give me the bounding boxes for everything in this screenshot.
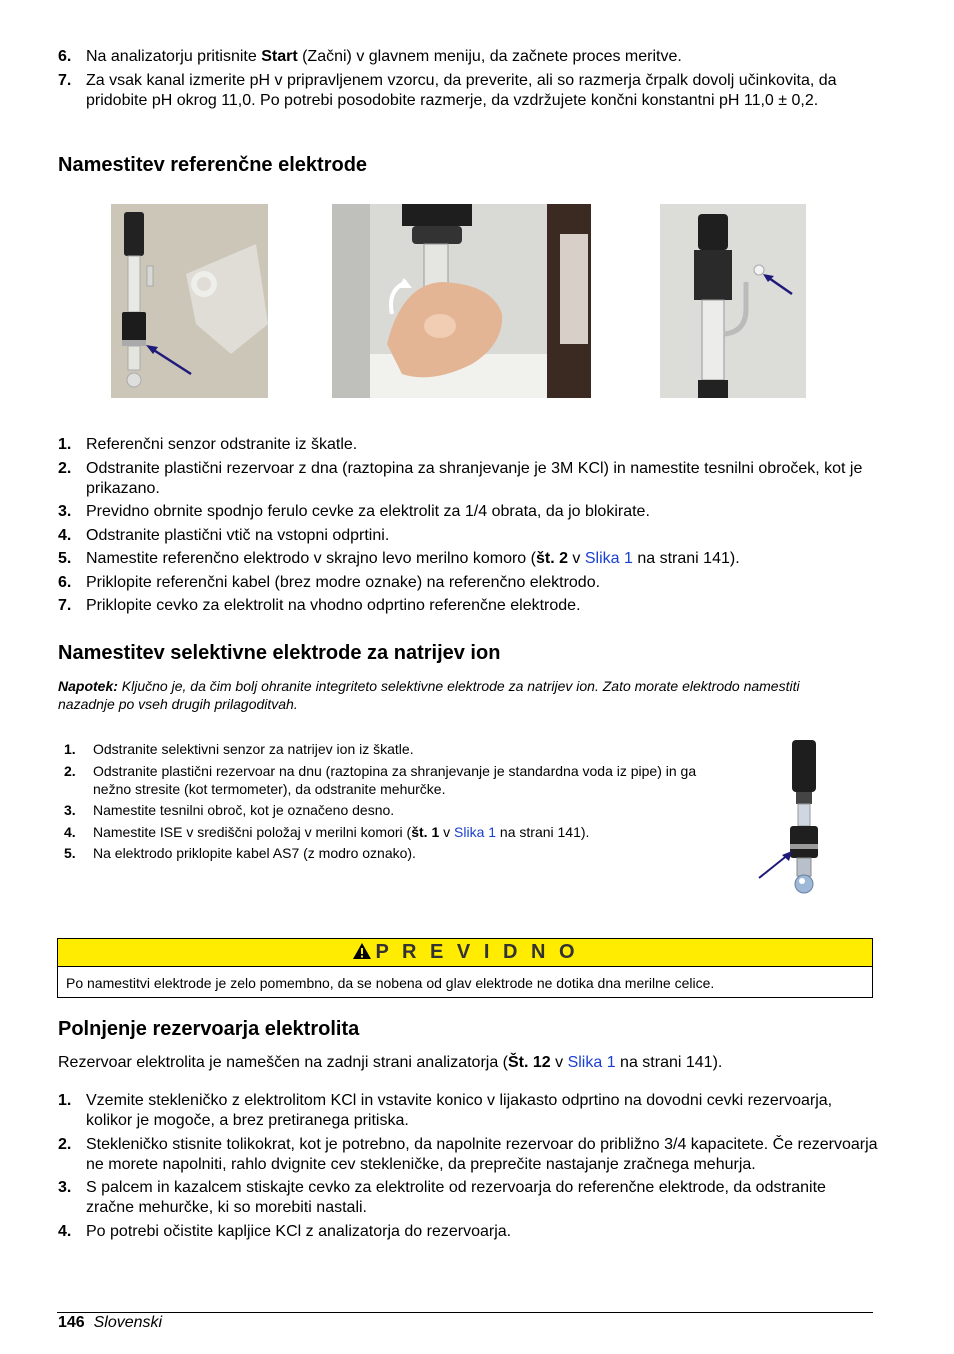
list-item: 2. Odstranite plastični rezervoar z dna (raztopina za shranjevanje je 3M KCl) in namestite tesnilni obroček, kot je prikazano. (58, 459, 863, 497)
photo-plug-removal (660, 204, 806, 398)
figure-link[interactable]: Slika 1 (454, 823, 497, 840)
figure-link[interactable]: Slika 1 (567, 1054, 616, 1071)
list-item: 3. Namestite tesnilni obroč, kot je označeno desno. (64, 802, 395, 818)
footer-divider (57, 1312, 873, 1313)
footer-language: Slovenski (93, 1314, 163, 1331)
caution-text: Po namestitvi elektrode je zelo pomembno, da se nobena od glav elektrode ne dotika dna merilne celice. (66, 975, 715, 991)
list-item: 4. Po potrebi očistite kapljice KCl z analizatorja do rezervoarja. (58, 1222, 512, 1240)
list-item: 3. Previdno obrnite spodnjo ferulo cevke za elektrolit za 1/4 obrata, da jo blokirate. (58, 503, 650, 520)
list-item: 2. Odstranite plastični rezervoar na dnu (raztopina za shranjevanje je standardna voda iz pipe) in ga nežno stresite (kot termometer), da odstranite mehurčke. (64, 762, 697, 797)
sodium-electrode-steps (58, 740, 708, 866)
list-item: 5. Na elektrodo priklopite kabel AS7 (z modro oznako). (64, 845, 416, 861)
footer (58, 1313, 162, 1333)
section-title-sodium-electrode: Namestitev selektivne elektrode za natrijev ion (58, 642, 501, 664)
list-item: 4. Odstranite plastični vtič na vstopni odprtini. (58, 526, 390, 544)
list-item: 7. Za vsak kanal izmerite pH v pripravljenem vzorcu, da preverite, ali so razmerja črpalk dovolj učinkovita, da pridobite pH okrog 11,0. Po potrebi posodobite razmerje, da vzdržujete končni konstantni pH 11,0 ± 0,2. (58, 71, 837, 109)
page-number: 146 (58, 1314, 85, 1331)
warning-icon (352, 942, 372, 960)
list-item: 3. S palcem in kazalcem stiskajte cevko za elektrolite od rezervoarja do referenčne elektrode, da odstranite zračne mehurčke, ki so morebiti nastali. (58, 1179, 826, 1216)
list-item: 1. Referenčni senzor odstranite iz škatle. (58, 436, 358, 453)
list-item: 2. Stekleničko stisnite tolikokrat, kot je potrebno, da napolnite rezervoar do približno 3/4 kapacitete. Če rezervoarja ne morete napolniti, rahlo dvignite cev stekleničke, da preprečite nastajanje zračnega mehurja. (58, 1135, 878, 1173)
reservoir-steps (58, 1091, 878, 1245)
photo-turning-ferrule (332, 204, 591, 398)
section-title-electrolyte-reservoir: Polnjenje rezervoarja elektrolita (58, 1018, 360, 1040)
reservoir-intro: Rezervoar elektrolita je nameščen na zadnji strani analizatorja (Št. 12 v Slika 1 na strani 141). (58, 1054, 723, 1071)
intro-steps (58, 47, 878, 114)
list-item: 1. Odstranite selektivni senzor za natrijev ion iz škatle. (64, 741, 414, 757)
caution-box (57, 938, 873, 998)
photo-reference-sensor (111, 204, 268, 398)
list-item: 6. Priklopite referenčni kabel (brez modre oznake) na referenčno elektrodo. (58, 573, 601, 591)
list-item: 7. Priklopite cevko za elektrolit na vhodno odprtino referenčne elektrode. (58, 597, 581, 614)
note-text: Napotek: Ključno je, da čim bolj ohranite integriteto selektivne elektrode za natrijev ion. Zato morate elektrodo namestiti nazadnje po vseh drugih prilagoditvah. (58, 678, 800, 712)
caution-header: P R E V I D N O (58, 939, 872, 967)
figure-link[interactable]: Slika 1 (584, 550, 633, 567)
photo-sodium-electrode (755, 736, 825, 902)
list-item: 4. Namestite ISE v središčni položaj v merilni komori (št. 1 v Slika 1 na strani 141). (64, 823, 590, 840)
reference-electrode-steps (58, 435, 878, 620)
list-item: 1. Vzemite stekleničko z elektrolitom KCl in vstavite konico v lijakasto odprtino na dovodni cevki rezervoarja, kolikor je mogoče, a brez pretiranega pritiska. (58, 1092, 833, 1129)
list-item: 6. Na analizatorju pritisnite Start (Začni) v glavnem meniju, da začnete proces meritve. (58, 48, 682, 65)
list-item: 5. Namestite referenčno elektrodo v skrajno levo merilno komoro (št. 2 v Slika 1 na strani 141). (58, 550, 740, 567)
section-title-reference-electrode: Namestitev referenčne elektrode (58, 154, 368, 176)
